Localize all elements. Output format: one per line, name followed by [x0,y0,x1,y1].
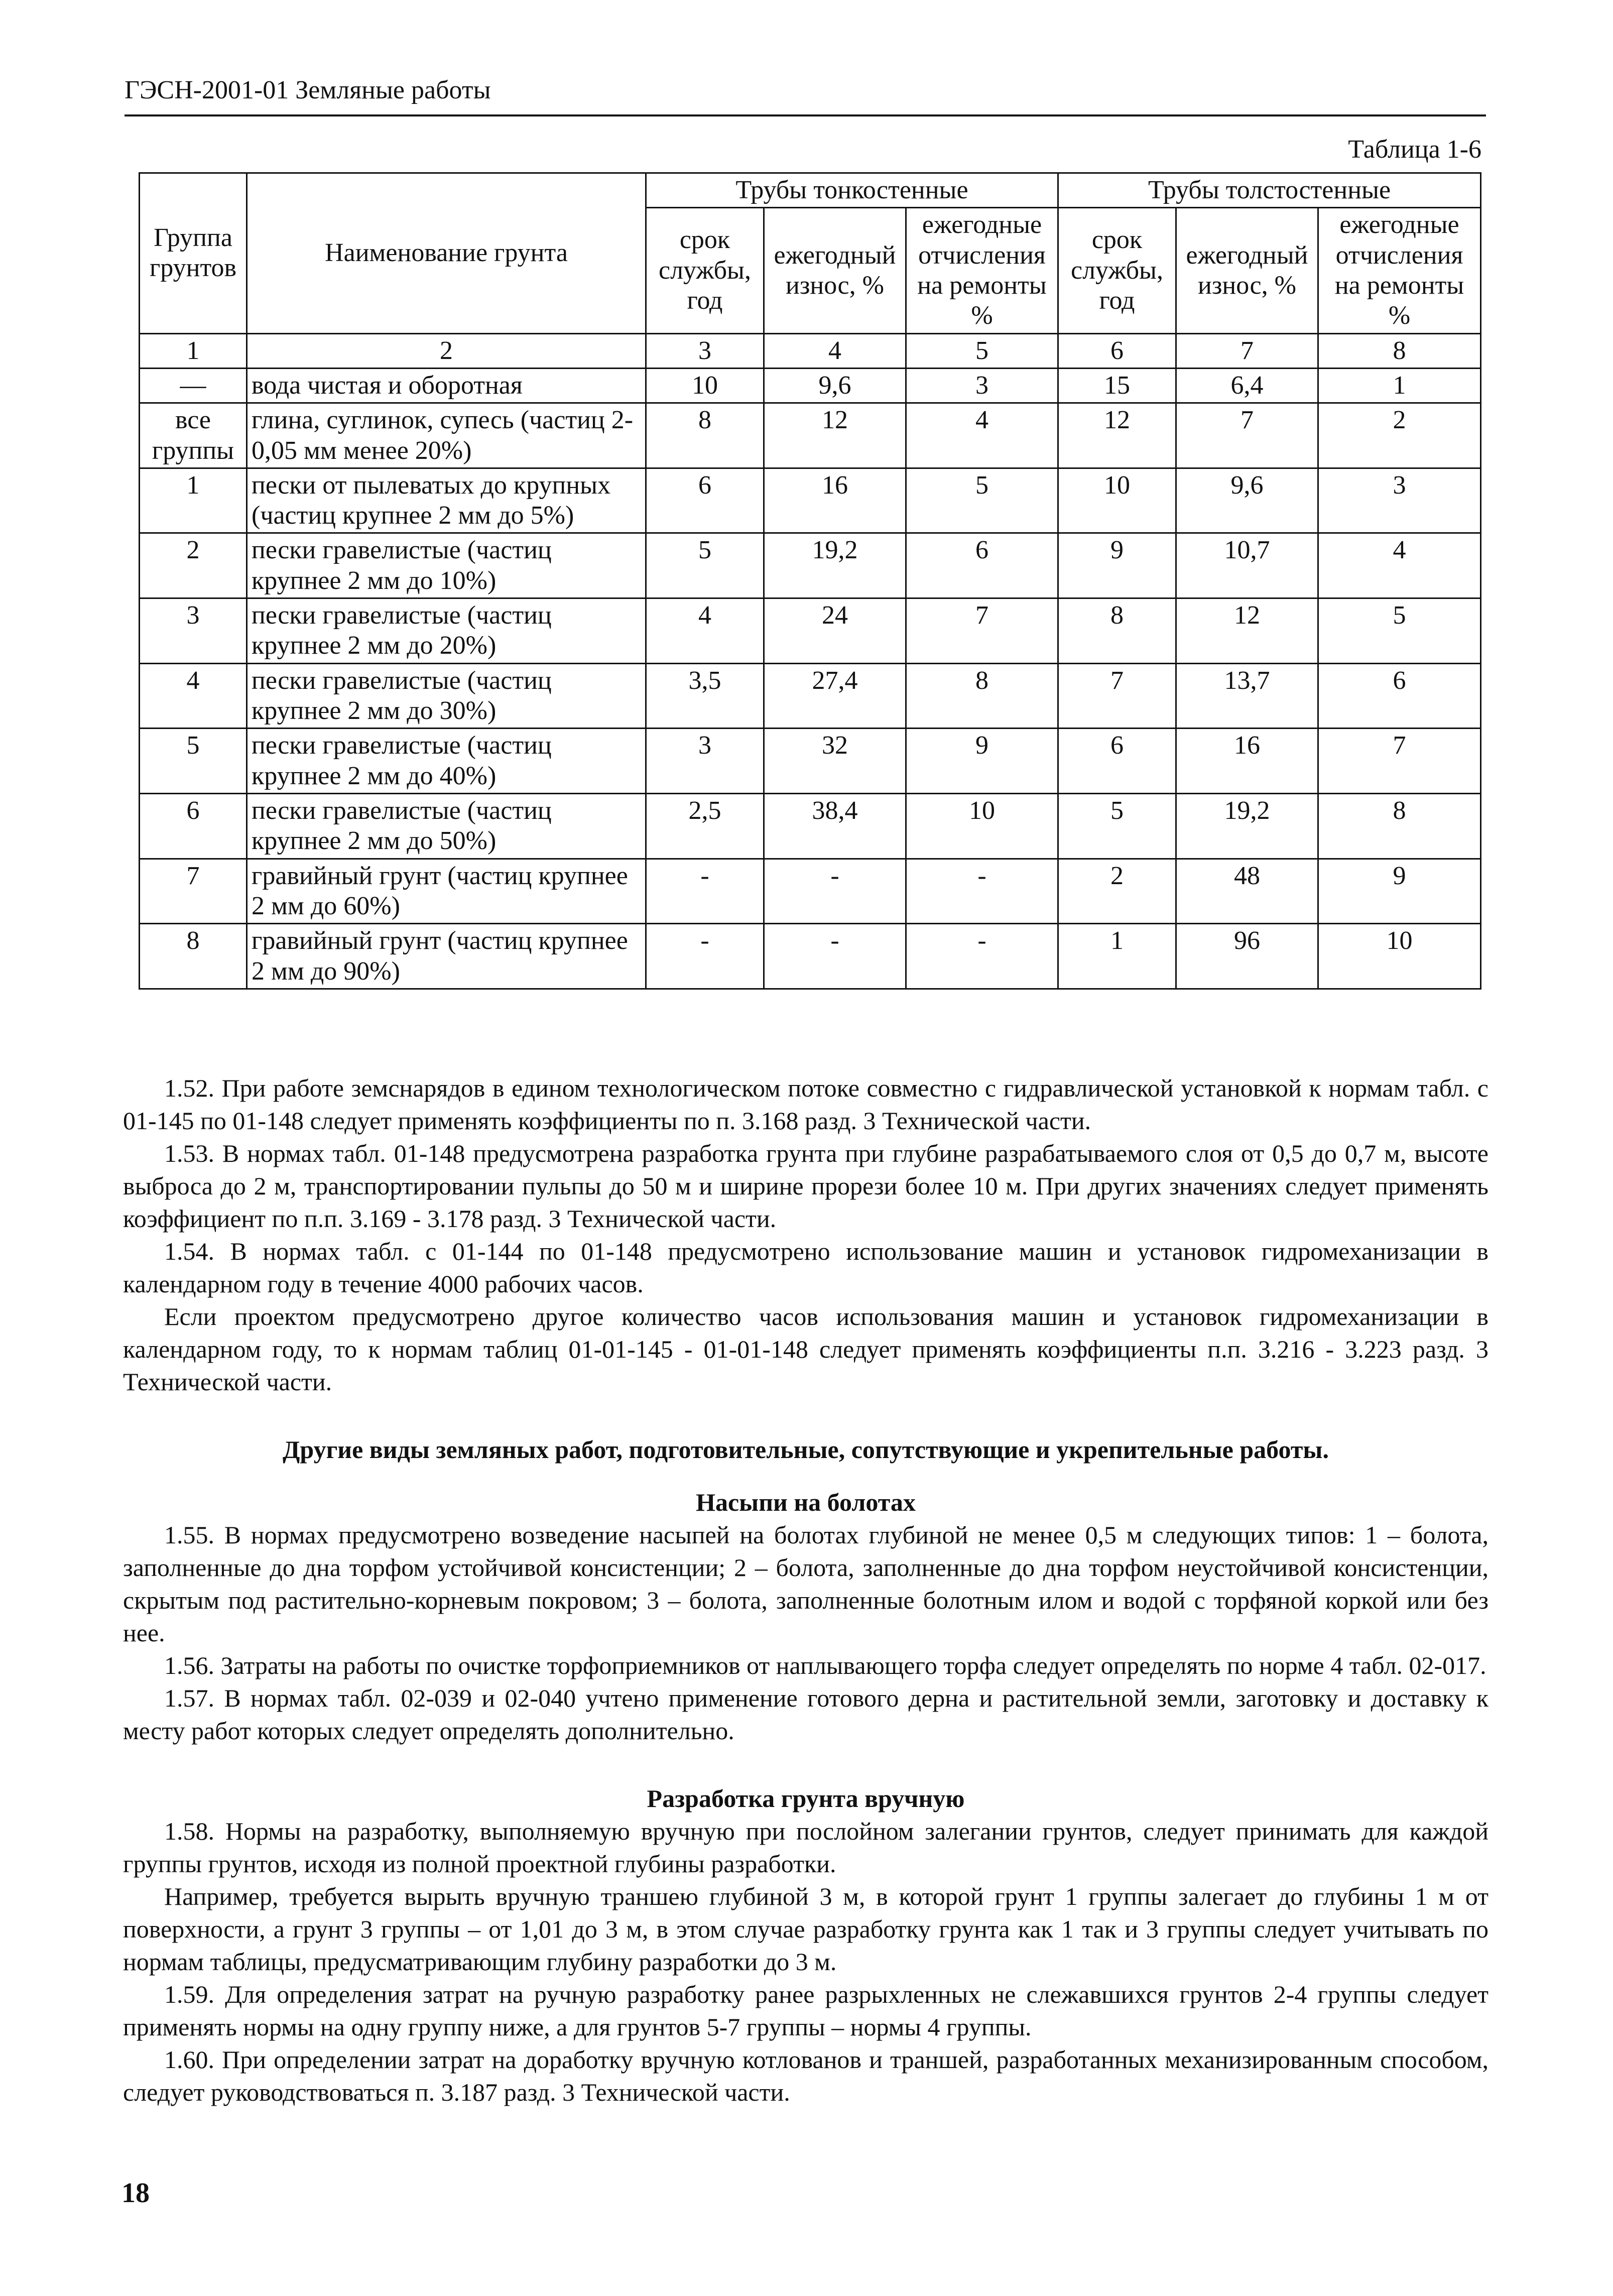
soil-name-cell: пески от пылеватых до крупных (частиц крупнее 2 мм до 5%) [247,468,646,533]
value-cell: 6,4 [1176,368,1318,403]
paragraphs-swamps [123,1519,1488,1747]
value-cell: 10 [1058,468,1176,533]
value-cell: 38,4 [764,793,906,859]
header-thick-repair: ежегодные отчисления на ремонты % [1318,208,1481,333]
soil-name-cell: пески гравелистые (частиц крупнее 2 мм до 20%) [247,598,646,664]
soil-name-cell: вода чистая и оборотная [247,368,646,403]
column-number: 3 [646,333,764,368]
value-cell: 7 [1058,663,1176,729]
value-cell: 6 [1318,663,1481,729]
value-cell: 4 [906,403,1058,468]
value-cell: 6 [646,468,764,533]
column-number-row [140,333,1481,368]
paragraphs-manual [123,1815,1488,2109]
value-cell: 3,5 [646,663,764,729]
running-header: ГЭСН-2001-01 Земляные работы [125,76,491,104]
value-cell: 9 [906,729,1058,794]
value-cell: - [646,859,764,924]
subsection-title-swamps: Насыпи на болотах [696,1488,916,1516]
table-row [140,793,1481,859]
soil-group-cell: 4 [140,663,247,729]
paragraph: 1.59. Для определения затрат на ручную разработку ранее разрыхленных не слежавшихся грунтов 2-4 группы следует применять нормы на одну группу ниже, а для грунтов 5-7 группы – нормы 4 группы. [123,1980,1488,2041]
soil-name-cell: гравийный грунт (частиц крупнее 2 мм до 90%) [247,924,646,989]
value-cell: 13,7 [1176,663,1318,729]
table-row [140,663,1481,729]
value-cell: 4 [1318,533,1481,598]
soil-name-cell: пески гравелистые (частиц крупнее 2 мм до 10%) [247,533,646,598]
value-cell: 4 [646,598,764,664]
table-row [140,368,1481,403]
value-cell: - [764,859,906,924]
table-row [140,468,1481,533]
paragraph: Например, требуется вырыть вручную траншею глубиной 3 м, в которой грунт 1 группы залегает до глубины 1 м от поверхности, а грунт 3 группы – от 1,01 до 3 м, в этом случае разработку грунта как 1 так и 3 группы следует учитывать по нормам таблицы, предусматривающим глубину разработки до 3 м. [123,1882,1488,1976]
value-cell: 19,2 [764,533,906,598]
value-cell: 7 [1176,403,1318,468]
soil-group-cell: 8 [140,924,247,989]
column-number: 1 [140,333,247,368]
value-cell: 24 [764,598,906,664]
value-cell: 8 [906,663,1058,729]
header-thick-pipes: Трубы толстостенные [1058,173,1481,208]
value-cell: 9 [1318,859,1481,924]
value-cell: 15 [1058,368,1176,403]
value-cell: 10 [646,368,764,403]
value-cell: 96 [1176,924,1318,989]
value-cell: 6 [906,533,1058,598]
value-cell: 2 [1318,403,1481,468]
header-thin-life: срок службы, год [646,208,764,333]
paragraph: 1.56. Затраты на работы по очистке торфоприемников от наплывающего торфа следует определять по норме 4 табл. 02-017. [164,1651,1486,1679]
value-cell: 8 [1318,793,1481,859]
value-cell: 5 [646,533,764,598]
table-body [140,333,1481,989]
paragraph: 1.60. При определении затрат на доработку вручную котлованов и траншей, разработанных механизированным способом, следует руководствоваться п. 3.187 разд. 3 Технической части. [123,2045,1488,2106]
value-cell: 2 [1058,859,1176,924]
value-cell: 10 [906,793,1058,859]
value-cell: 3 [1318,468,1481,533]
header-group: Группа грунтов [140,173,247,334]
table-row [140,859,1481,924]
value-cell: 7 [906,598,1058,664]
paragraphs-hydromechanization [123,1072,1488,1398]
value-cell: - [764,924,906,989]
paragraph: 1.58. Нормы на разработку, выполняемую вручную при послойном залегании грунтов, следует принимать для каждой группы грунтов, исходя из полной проектной глубины разработки. [123,1817,1488,1878]
column-number: 7 [1176,333,1318,368]
soil-name-cell: пески гравелистые (частиц крупнее 2 мм до 30%) [247,663,646,729]
value-cell: 5 [1058,793,1176,859]
header-soil-name: Наименование грунта [247,173,646,334]
value-cell: 19,2 [1176,793,1318,859]
table-caption: Таблица 1-6 [1348,135,1481,164]
value-cell: 9,6 [1176,468,1318,533]
column-number: 4 [764,333,906,368]
value-cell: 9,6 [764,368,906,403]
value-cell: 5 [906,468,1058,533]
norms-table [139,172,1481,990]
table-row [140,729,1481,794]
header-thin-wear: ежегодный износ, % [764,208,906,333]
column-number: 2 [247,333,646,368]
value-cell: 3 [906,368,1058,403]
table-row [140,598,1481,664]
value-cell: 2,5 [646,793,764,859]
soil-group-cell: все группы [140,403,247,468]
header-thin-pipes: Трубы тонкостенные [646,173,1058,208]
column-number: 8 [1318,333,1481,368]
soil-group-cell: 6 [140,793,247,859]
section-title: Другие виды земляных работ, подготовительные, сопутствующие и укрепительные работы. [283,1435,1329,1464]
column-number: 5 [906,333,1058,368]
value-cell: 5 [1318,598,1481,664]
value-cell: 16 [764,468,906,533]
soil-group-cell: 1 [140,468,247,533]
value-cell: 27,4 [764,663,906,729]
value-cell: 10,7 [1176,533,1318,598]
header-thick-life: срок службы, год [1058,208,1176,333]
value-cell: 9 [1058,533,1176,598]
table-row [140,924,1481,989]
soil-group-cell: — [140,368,247,403]
soil-name-cell: пески гравелистые (частиц крупнее 2 мм до 40%) [247,729,646,794]
value-cell: 8 [646,403,764,468]
table-row [140,403,1481,468]
value-cell: - [646,924,764,989]
value-cell: 16 [1176,729,1318,794]
value-cell: 12 [1176,598,1318,664]
value-cell: 3 [646,729,764,794]
paragraph: 1.52. При работе земснарядов в едином технологическом потоке совместно с гидравлической установкой к нормам табл. с 01-145 по 01-148 следует применять коэффициенты по п. 3.168 разд. 3 Технической части. [123,1074,1488,1135]
soil-group-cell: 7 [140,859,247,924]
body-text [123,1072,1488,2109]
value-cell: 12 [764,403,906,468]
header-thin-repair: ежегодные отчисления на ремонты % [906,208,1058,333]
paragraph: 1.55. В нормах предусмотрено возведение насыпей на болотах глубиной не менее 0,5 м следующих типов: 1 – болота, заполненные до дна торфом устойчивой консистенции; 2 – болота, заполненные до дна торфом неустойчивой консистенции, скрытым под растительно-корневым покровом; 3 – болота, заполненные болотным илом и водой с торфяной коркой или без нее. [123,1521,1488,1647]
header-thick-wear: ежегодный износ, % [1176,208,1318,333]
column-number: 6 [1058,333,1176,368]
value-cell: 10 [1318,924,1481,989]
paragraph: 1.57. В нормах табл. 02-039 и 02-040 учтено применение готового дерна и растительной земли, заготовку и доставку к месту работ которых следует определять дополнительно. [123,1684,1488,1745]
value-cell: 1 [1058,924,1176,989]
value-cell: - [906,924,1058,989]
paragraph: 1.54. В нормах табл. с 01-144 по 01-148 предусмотрено использование машин и установок гидромеханизации в календарном году в течение 4000 рабочих часов. [123,1237,1488,1298]
header-rule [125,114,1486,116]
soil-name-cell: пески гравелистые (частиц крупнее 2 мм до 50%) [247,793,646,859]
subsection-title-manual: Разработка грунта вручную [647,1784,965,1812]
value-cell: 7 [1318,729,1481,794]
page-number: 18 [121,2178,150,2209]
paragraph: Если проектом предусмотрено другое количество часов использования машин и установок гидромеханизации в календарном году, то к нормам таблиц 01-01-145 - 01-01-148 следует применять коэффициенты п.п. 3.216 - 3.223 разд. 3 Технической части. [123,1302,1488,1396]
value-cell: 1 [1318,368,1481,403]
soil-group-cell: 3 [140,598,247,664]
value-cell: 48 [1176,859,1318,924]
value-cell: 12 [1058,403,1176,468]
value-cell: - [906,859,1058,924]
soil-group-cell: 5 [140,729,247,794]
paragraph: 1.53. В нормах табл. 01-148 предусмотрена разработка грунта при глубине разрабатываемого слоя от 0,5 до 0,7 м, высоте выброса до 2 м, транспортировании пульпы до 50 м и ширине прорези более 10 м. При других значениях следует применять коэффициент по п.п. 3.169 - 3.178 разд. 3 Технической части. [123,1139,1488,1233]
value-cell: 32 [764,729,906,794]
soil-group-cell: 2 [140,533,247,598]
value-cell: 6 [1058,729,1176,794]
soil-name-cell: глина, суглинок, супесь (частиц 2-0,05 мм менее 20%) [247,403,646,468]
table-row [140,533,1481,598]
soil-name-cell: гравийный грунт (частиц крупнее 2 мм до 60%) [247,859,646,924]
value-cell: 8 [1058,598,1176,664]
